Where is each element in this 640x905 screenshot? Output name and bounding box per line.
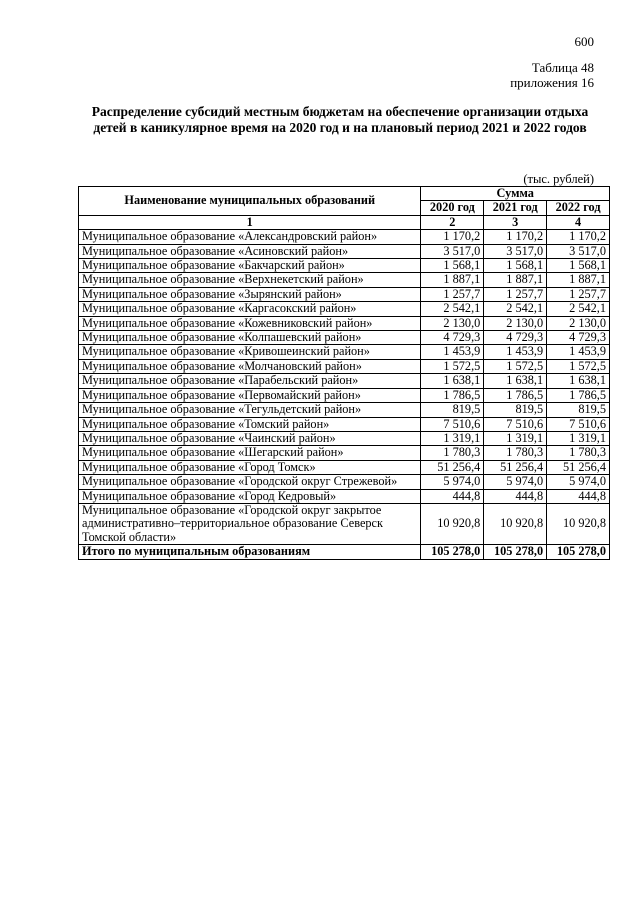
row-value-2022: 1 572,5 — [547, 359, 610, 373]
row-name: Муниципальное образование «Каргасокский район» — [79, 302, 421, 316]
table-row — [79, 417, 610, 431]
row-value-2020: 1 780,3 — [421, 446, 484, 460]
row-name: Муниципальное образование «Город Томск» — [79, 460, 421, 474]
table-row — [79, 345, 610, 359]
total-2021: 105 278,0 — [484, 545, 547, 559]
column-index-1: 1 — [79, 215, 421, 229]
table-ref-line2: приложения 16 — [510, 75, 594, 90]
row-value-2022: 819,5 — [547, 403, 610, 417]
table-ref-line1: Таблица 48 — [531, 60, 594, 75]
header-year-2020: 2020 год — [421, 201, 484, 215]
row-name: Муниципальное образование «Молчановский район» — [79, 359, 421, 373]
row-value-2020: 1 572,5 — [421, 359, 484, 373]
row-value-2022: 1 638,1 — [547, 374, 610, 388]
row-value-2022: 5 974,0 — [547, 475, 610, 489]
row-value-2020: 2 130,0 — [421, 316, 484, 330]
row-value-2021: 444,8 — [484, 489, 547, 503]
row-value-2020: 5 974,0 — [421, 475, 484, 489]
row-name: Муниципальное образование «Бакчарский район» — [79, 259, 421, 273]
row-name: Муниципальное образование «Городской округ Стрежевой» — [79, 475, 421, 489]
column-index-3: 3 — [484, 215, 547, 229]
total-2020: 105 278,0 — [421, 545, 484, 559]
row-value-2020: 7 510,6 — [421, 417, 484, 431]
row-name: Муниципальное образование «Город Кедровый» — [79, 489, 421, 503]
row-value-2022: 444,8 — [547, 489, 610, 503]
row-value-2022: 10 920,8 — [547, 503, 610, 544]
row-name: Муниципальное образование «Верхнекетский район» — [79, 273, 421, 287]
row-value-2022: 1 170,2 — [547, 230, 610, 244]
row-value-2021: 7 510,6 — [484, 417, 547, 431]
table-reference — [510, 60, 594, 90]
row-value-2022: 3 517,0 — [547, 244, 610, 258]
row-value-2022: 1 887,1 — [547, 273, 610, 287]
row-value-2020: 4 729,3 — [421, 331, 484, 345]
table-row — [79, 431, 610, 445]
row-value-2021: 1 780,3 — [484, 446, 547, 460]
column-index-2: 2 — [421, 215, 484, 229]
table-body — [79, 230, 610, 545]
table-row — [79, 446, 610, 460]
row-value-2022: 1 319,1 — [547, 431, 610, 445]
units-label: (тыс. рублей) — [523, 172, 594, 186]
row-value-2022: 7 510,6 — [547, 417, 610, 431]
row-value-2020: 2 542,1 — [421, 302, 484, 316]
row-name: Муниципальное образование «Кожевниковский район» — [79, 316, 421, 330]
row-value-2022: 1 568,1 — [547, 259, 610, 273]
row-value-2021: 10 920,8 — [484, 503, 547, 544]
row-value-2020: 1 786,5 — [421, 388, 484, 402]
row-name: Муниципальное образование «Городской округ закрытое административно–территориальное образование Северск Томской области» — [79, 503, 421, 544]
document-title: Распределение субсидий местным бюджетам на обеспечение организации отдыха детей в каникулярное время на 2020 год и на плановый период 2021 и 2022 годов — [91, 104, 589, 135]
row-value-2022: 4 729,3 — [547, 331, 610, 345]
table-row — [79, 503, 610, 544]
row-value-2021: 1 572,5 — [484, 359, 547, 373]
row-name: Муниципальное образование «Парабельский район» — [79, 374, 421, 388]
row-value-2021: 51 256,4 — [484, 460, 547, 474]
row-value-2021: 1 638,1 — [484, 374, 547, 388]
row-name: Муниципальное образование «Первомайский район» — [79, 388, 421, 402]
row-name: Муниципальное образование «Александровский район» — [79, 230, 421, 244]
row-value-2020: 1 170,2 — [421, 230, 484, 244]
header-year-2022: 2022 год — [547, 201, 610, 215]
row-value-2021: 819,5 — [484, 403, 547, 417]
page-number: 600 — [574, 34, 594, 49]
subsidy-table — [78, 186, 610, 560]
row-value-2020: 1 319,1 — [421, 431, 484, 445]
row-name: Муниципальное образование «Кривошеинский район» — [79, 345, 421, 359]
row-name: Муниципальное образование «Асиновский район» — [79, 244, 421, 258]
row-value-2021: 5 974,0 — [484, 475, 547, 489]
column-index-4: 4 — [547, 215, 610, 229]
row-value-2022: 1 453,9 — [547, 345, 610, 359]
table-row — [79, 359, 610, 373]
table-row — [79, 230, 610, 244]
row-value-2020: 1 453,9 — [421, 345, 484, 359]
row-value-2021: 1 887,1 — [484, 273, 547, 287]
row-value-2020: 1 887,1 — [421, 273, 484, 287]
row-value-2021: 1 568,1 — [484, 259, 547, 273]
row-value-2021: 1 170,2 — [484, 230, 547, 244]
table-row — [79, 287, 610, 301]
row-value-2020: 819,5 — [421, 403, 484, 417]
row-name: Муниципальное образование «Зырянский район» — [79, 287, 421, 301]
table-row — [79, 403, 610, 417]
table-row — [79, 302, 610, 316]
row-value-2021: 1 786,5 — [484, 388, 547, 402]
table-row — [79, 273, 610, 287]
row-value-2022: 1 786,5 — [547, 388, 610, 402]
row-value-2021: 2 542,1 — [484, 302, 547, 316]
row-name: Муниципальное образование «Чаинский район» — [79, 431, 421, 445]
header-name-column: Наименование муниципальных образований — [79, 187, 421, 216]
row-value-2020: 10 920,8 — [421, 503, 484, 544]
row-name: Муниципальное образование «Тегульдетский район» — [79, 403, 421, 417]
table-row — [79, 374, 610, 388]
table-row — [79, 460, 610, 474]
row-value-2021: 3 517,0 — [484, 244, 547, 258]
table-row — [79, 388, 610, 402]
row-value-2020: 3 517,0 — [421, 244, 484, 258]
row-value-2020: 51 256,4 — [421, 460, 484, 474]
row-value-2021: 1 257,7 — [484, 287, 547, 301]
row-value-2020: 1 638,1 — [421, 374, 484, 388]
row-name: Муниципальное образование «Томский район» — [79, 417, 421, 431]
table-row — [79, 489, 610, 503]
row-value-2022: 2 130,0 — [547, 316, 610, 330]
total-2022: 105 278,0 — [547, 545, 610, 559]
row-value-2022: 51 256,4 — [547, 460, 610, 474]
row-value-2021: 4 729,3 — [484, 331, 547, 345]
table-row — [79, 316, 610, 330]
table-row — [79, 475, 610, 489]
row-value-2020: 444,8 — [421, 489, 484, 503]
row-value-2022: 2 542,1 — [547, 302, 610, 316]
row-name: Муниципальное образование «Шегарский район» — [79, 446, 421, 460]
table-row — [79, 244, 610, 258]
row-value-2022: 1 780,3 — [547, 446, 610, 460]
row-value-2022: 1 257,7 — [547, 287, 610, 301]
table-row — [79, 331, 610, 345]
header-sum: Сумма — [421, 187, 610, 201]
total-row — [79, 545, 610, 559]
row-value-2021: 1 453,9 — [484, 345, 547, 359]
row-value-2021: 1 319,1 — [484, 431, 547, 445]
header-year-2021: 2021 год — [484, 201, 547, 215]
row-name: Муниципальное образование «Колпашевский район» — [79, 331, 421, 345]
row-value-2020: 1 568,1 — [421, 259, 484, 273]
table-row — [79, 259, 610, 273]
total-label: Итого по муниципальным образованиям — [79, 545, 421, 559]
row-value-2020: 1 257,7 — [421, 287, 484, 301]
row-value-2021: 2 130,0 — [484, 316, 547, 330]
